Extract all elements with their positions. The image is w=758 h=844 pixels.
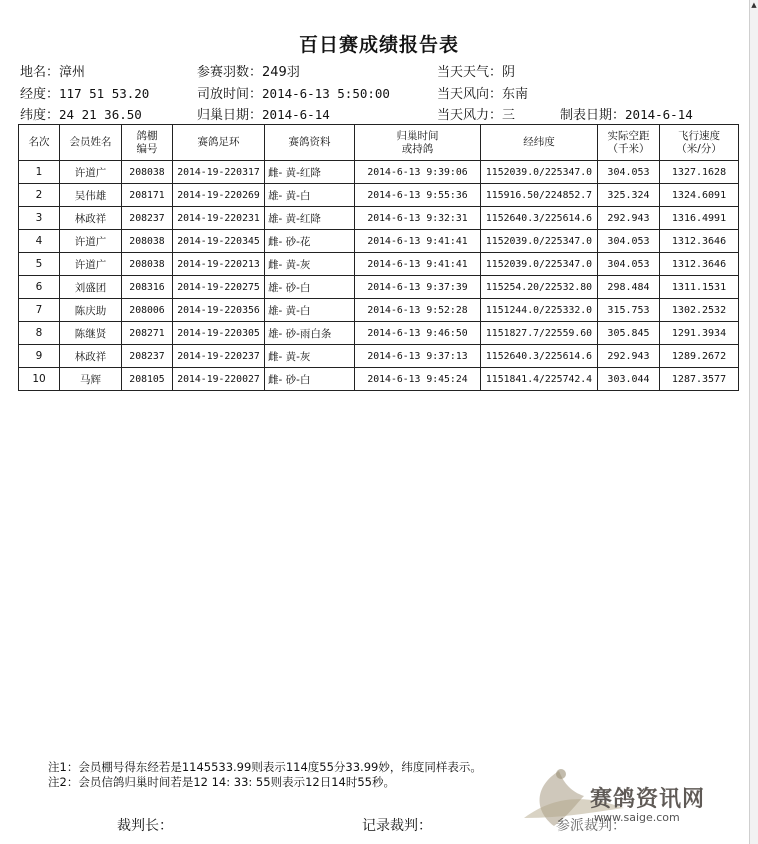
made-date-value: 2014-6-14 xyxy=(625,107,693,122)
cell-pigeon-info: 雄- 黄-红降 xyxy=(265,207,355,230)
cell-loft-number: 208006 xyxy=(122,299,173,322)
cell-pigeon-info: 雄- 砂-白 xyxy=(265,276,355,299)
location-field xyxy=(20,61,85,80)
cell-loft-number: 208316 xyxy=(122,276,173,299)
cell-speed: 1312.3646 xyxy=(660,253,739,276)
cell-arrival-time: 2014-6-13 9:39:06 xyxy=(355,161,481,184)
cell-member-name: 林政祥 xyxy=(60,345,122,368)
header-member-name: 会员姓名 xyxy=(60,125,122,161)
header-loft-number: 鸽棚 编号 xyxy=(122,125,173,161)
watermark-text: 赛鸽资讯网 xyxy=(590,787,706,812)
cell-loft-number: 208271 xyxy=(122,322,173,345)
release-field xyxy=(197,83,390,102)
table-row xyxy=(19,230,739,253)
header-ring-number: 赛鸽足环 xyxy=(173,125,265,161)
cell-rank: 1 xyxy=(19,161,60,184)
wind-direction-label: 当天风向： xyxy=(437,87,503,102)
cell-distance: 304.053 xyxy=(598,230,660,253)
pigeons-field xyxy=(197,61,300,80)
header-distance: 实际空距 （千米） xyxy=(598,125,660,161)
cell-pigeon-info: 雄- 砂-雨白条 xyxy=(265,322,355,345)
window-scrollbar[interactable] xyxy=(749,0,758,844)
cell-coordinates: 115254.20/22532.80 xyxy=(481,276,598,299)
cell-loft-number: 208171 xyxy=(122,184,173,207)
cell-ring-number: 2014-19-220305 xyxy=(173,322,265,345)
watermark-url: www.saige.com xyxy=(594,811,680,824)
header-arrival-time: 归巢时间 或持鸽 xyxy=(355,125,481,161)
latitude-value: 24 21 36.50 xyxy=(59,107,142,122)
longitude-value: 117 51 53.20 xyxy=(59,86,150,101)
latitude-label: 纬度： xyxy=(20,108,60,123)
cell-speed: 1287.3577 xyxy=(660,368,739,391)
cell-loft-number: 208038 xyxy=(122,161,173,184)
cell-arrival-time: 2014-6-13 9:55:36 xyxy=(355,184,481,207)
table-row xyxy=(19,368,739,391)
made-date-field xyxy=(560,104,693,123)
cell-rank: 5 xyxy=(19,253,60,276)
wind-force-field xyxy=(437,104,515,123)
weather-value: 阴 xyxy=(502,65,516,80)
release-value: 2014-6-13 5:50:00 xyxy=(262,86,390,101)
longitude-label: 经度： xyxy=(20,87,60,102)
cell-pigeon-info: 雄- 黄-白 xyxy=(265,184,355,207)
cell-speed: 1327.1628 xyxy=(660,161,739,184)
wind-force-value: 三 xyxy=(502,108,516,123)
release-label: 司放时间： xyxy=(197,87,263,102)
cell-member-name: 陈继贤 xyxy=(60,322,122,345)
location-label: 地名： xyxy=(20,65,60,80)
footnotes xyxy=(48,760,482,790)
cell-loft-number: 208038 xyxy=(122,253,173,276)
made-date-label: 制表日期： xyxy=(560,108,626,123)
latitude-field xyxy=(20,104,142,123)
cell-arrival-time: 2014-6-13 9:37:39 xyxy=(355,276,481,299)
cell-coordinates: 1152039.0/225347.0 xyxy=(481,161,598,184)
cell-speed: 1311.1531 xyxy=(660,276,739,299)
recorder-signature: 记录裁判： xyxy=(362,818,432,834)
cell-arrival-time: 2014-6-13 9:41:41 xyxy=(355,253,481,276)
header-rank: 名次 xyxy=(19,125,60,161)
cell-ring-number: 2014-19-220275 xyxy=(173,276,265,299)
header-pigeon-info: 赛鸽资料 xyxy=(265,125,355,161)
footnote-1: 注1：会员棚号得东经若是1145533.99则表示114度55分33.99妙，纬度同样表示。 xyxy=(48,760,482,774)
cell-arrival-time: 2014-6-13 9:32:31 xyxy=(355,207,481,230)
weather-field xyxy=(437,61,515,80)
dispatcher-signature: 参派裁判： xyxy=(556,818,626,834)
scroll-up-icon[interactable]: ▲ xyxy=(751,1,757,9)
cell-coordinates: 1152640.3/225614.6 xyxy=(481,345,598,368)
table-row xyxy=(19,253,739,276)
cell-speed: 1316.4991 xyxy=(660,207,739,230)
cell-rank: 7 xyxy=(19,299,60,322)
cell-pigeon-info: 雌- 黄-红降 xyxy=(265,161,355,184)
wind-direction-value: 东南 xyxy=(502,87,529,102)
cell-speed: 1312.3646 xyxy=(660,230,739,253)
return-date-field xyxy=(197,104,330,123)
cell-distance: 298.484 xyxy=(598,276,660,299)
cell-coordinates: 1151827.7/22559.60 xyxy=(481,322,598,345)
table-row xyxy=(19,276,739,299)
cell-distance: 304.053 xyxy=(598,161,660,184)
cell-pigeon-info: 雌- 砂-花 xyxy=(265,230,355,253)
cell-rank: 10 xyxy=(19,368,60,391)
return-date-label: 归巢日期： xyxy=(197,108,263,123)
cell-rank: 6 xyxy=(19,276,60,299)
table-row xyxy=(19,345,739,368)
cell-coordinates: 1152640.3/225614.6 xyxy=(481,207,598,230)
header-speed: 飞行速度 （米/分） xyxy=(660,125,739,161)
chief-judge-signature: 裁判长： xyxy=(117,818,173,834)
table-row xyxy=(19,322,739,345)
return-date-value: 2014-6-14 xyxy=(262,107,330,122)
location-value: 漳州 xyxy=(59,65,86,80)
cell-rank: 2 xyxy=(19,184,60,207)
cell-pigeon-info: 雌- 黄-灰 xyxy=(265,345,355,368)
cell-ring-number: 2014-19-220237 xyxy=(173,345,265,368)
cell-speed: 1289.2672 xyxy=(660,345,739,368)
cell-speed: 1302.2532 xyxy=(660,299,739,322)
cell-ring-number: 2014-19-220269 xyxy=(173,184,265,207)
cell-ring-number: 2014-19-220213 xyxy=(173,253,265,276)
table-body xyxy=(19,161,739,391)
cell-member-name: 许道广 xyxy=(60,161,122,184)
cell-coordinates: 1152039.0/225347.0 xyxy=(481,253,598,276)
cell-speed: 1291.3934 xyxy=(660,322,739,345)
table-row xyxy=(19,161,739,184)
cell-pigeon-info: 雌- 黄-灰 xyxy=(265,253,355,276)
cell-ring-number: 2014-19-220345 xyxy=(173,230,265,253)
cell-member-name: 林政祥 xyxy=(60,207,122,230)
cell-ring-number: 2014-19-220027 xyxy=(173,368,265,391)
cell-rank: 3 xyxy=(19,207,60,230)
cell-speed: 1324.6091 xyxy=(660,184,739,207)
cell-coordinates: 1151244.0/225332.0 xyxy=(481,299,598,322)
cell-member-name: 陈庆助 xyxy=(60,299,122,322)
cell-arrival-time: 2014-6-13 9:46:50 xyxy=(355,322,481,345)
cell-ring-number: 2014-19-220231 xyxy=(173,207,265,230)
cell-ring-number: 2014-19-220356 xyxy=(173,299,265,322)
cell-arrival-time: 2014-6-13 9:37:13 xyxy=(355,345,481,368)
cell-member-name: 许道广 xyxy=(60,230,122,253)
cell-member-name: 刘盛团 xyxy=(60,276,122,299)
cell-loft-number: 208105 xyxy=(122,368,173,391)
footnote-2: 注2：会员信鸽归巢时间若是12 14: 33: 55则表示12日14时55秒。 xyxy=(48,775,395,789)
table-row xyxy=(19,207,739,230)
cell-rank: 8 xyxy=(19,322,60,345)
pigeons-value: 249羽 xyxy=(262,65,300,80)
weather-label: 当天天气： xyxy=(437,65,503,80)
table-header-row xyxy=(19,125,739,161)
report-title: 百日赛成绩报告表 xyxy=(298,34,459,56)
header-coordinates: 经纬度 xyxy=(481,125,598,161)
table-row xyxy=(19,299,739,322)
table-row xyxy=(19,184,739,207)
longitude-field xyxy=(20,83,149,102)
cell-distance: 305.845 xyxy=(598,322,660,345)
cell-distance: 315.753 xyxy=(598,299,660,322)
cell-loft-number: 208237 xyxy=(122,207,173,230)
cell-arrival-time: 2014-6-13 9:52:28 xyxy=(355,299,481,322)
cell-member-name: 马辉 xyxy=(60,368,122,391)
cell-arrival-time: 2014-6-13 9:45:24 xyxy=(355,368,481,391)
cell-loft-number: 208038 xyxy=(122,230,173,253)
cell-pigeon-info: 雌- 砂-白 xyxy=(265,368,355,391)
cell-distance: 303.044 xyxy=(598,368,660,391)
cell-distance: 325.324 xyxy=(598,184,660,207)
cell-arrival-time: 2014-6-13 9:41:41 xyxy=(355,230,481,253)
cell-coordinates: 1151841.4/225742.4 xyxy=(481,368,598,391)
results-table xyxy=(18,124,739,391)
cell-rank: 9 xyxy=(19,345,60,368)
cell-coordinates: 1152039.0/225347.0 xyxy=(481,230,598,253)
cell-distance: 292.943 xyxy=(598,345,660,368)
cell-distance: 304.053 xyxy=(598,253,660,276)
cell-ring-number: 2014-19-220317 xyxy=(173,161,265,184)
cell-distance: 292.943 xyxy=(598,207,660,230)
cell-rank: 4 xyxy=(19,230,60,253)
cell-member-name: 许道广 xyxy=(60,253,122,276)
wind-force-label: 当天风力： xyxy=(437,108,503,123)
pigeons-label: 参赛羽数： xyxy=(197,65,263,80)
cell-pigeon-info: 雄- 黄-白 xyxy=(265,299,355,322)
cell-member-name: 吴伟雄 xyxy=(60,184,122,207)
cell-loft-number: 208237 xyxy=(122,345,173,368)
cell-coordinates: 115916.50/224852.7 xyxy=(481,184,598,207)
wind-direction-field xyxy=(437,83,528,102)
